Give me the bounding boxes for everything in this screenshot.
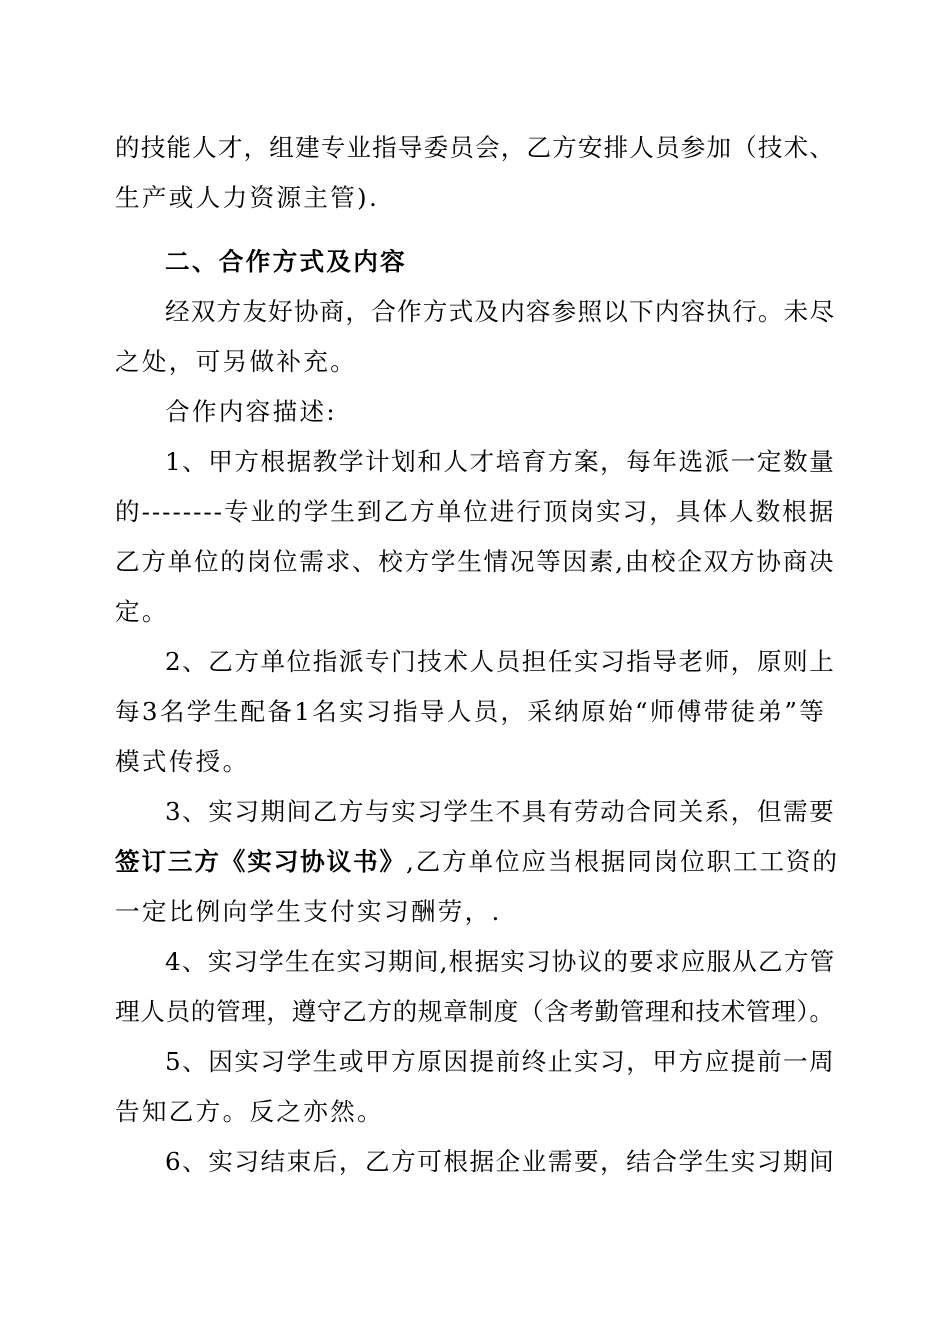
- text-line: 6、实习结束后，乙方可根据企业需要，结合学生实习期间: [165, 1147, 836, 1176]
- text-line: 定。: [115, 597, 169, 626]
- text-line: 生产或人力资源主管).: [115, 183, 380, 212]
- text-line: 乙方单位的岗位需求、校方学生情况等因素,由校企双方协商决: [115, 547, 836, 576]
- text-line: 合作内容描述:: [165, 397, 337, 426]
- text-line: 1、甲方根据教学计划和人才培育方案，每年选派一定数量: [165, 447, 836, 476]
- text-line: 的--------专业的学生到乙方单位进行顶岗实习，具体人数根据: [115, 497, 836, 526]
- bold-phrase: 签订三方《实习协议书》: [115, 847, 406, 876]
- text-line: [115, 847, 839, 876]
- text-segment: ,乙方单位应当根据同岗位职工工资的: [405, 847, 839, 876]
- text-line: 3、实习期间乙方与实习学生不具有劳动合同关系，但需要: [165, 797, 836, 826]
- text-line: 之处，可另做补充。: [115, 347, 358, 376]
- text-line: 告知乙方。反之亦然。: [115, 1097, 384, 1126]
- text-line: 2、乙方单位指派专门技术人员担任实习指导老师，原则上: [165, 647, 836, 676]
- section-heading: 二、合作方式及内容: [165, 247, 408, 276]
- text-line: 4、实习学生在实习期间,根据实习协议的要求应服从乙方管: [165, 947, 836, 976]
- text-line: 理人员的管理，遵守乙方的规章制度（含考勤管理和技术管理）。: [115, 997, 835, 1026]
- text-line: 每3名学生配备1名实习指导人员，采纳原始“师傅带徒弟”等: [115, 697, 827, 726]
- text-line: 经双方友好协商，合作方式及内容参照以下内容执行。未尽: [165, 297, 836, 326]
- text-line: 的技能人才，组建专业指导委员会，乙方安排人员参加（技术、: [115, 133, 836, 162]
- text-line: 一定比例向学生支付实习酬劳，.: [115, 897, 502, 926]
- text-line: 模式传授。: [115, 747, 250, 776]
- text-line: 5、因实习学生或甲方原因提前终止实习，甲方应提前一周: [165, 1047, 836, 1076]
